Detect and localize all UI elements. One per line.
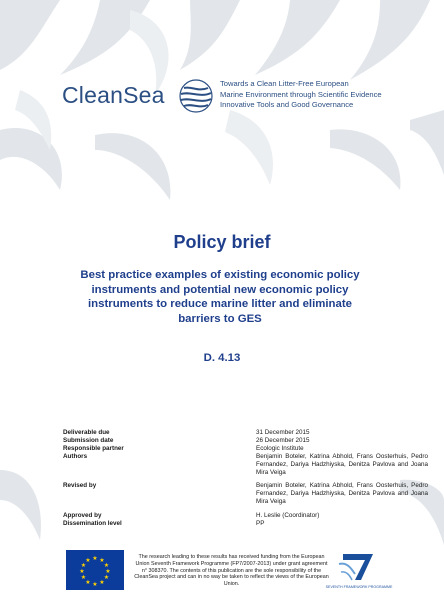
svg-text:★: ★ [105, 568, 111, 575]
funding-statement: The research leading to these results has received funding from the European Union Seventh Framework Programme (FP7/2007-2013) under grant agreement n° 308370. The contents of this publication are the sole responsibility of the CleanSea project and can in no way be taken to reflect the views of the European Union. [134, 554, 329, 588]
metadata-label: Revised by [63, 482, 97, 490]
metadata-label: Approved by [63, 512, 102, 520]
metadata-value: 31 December 2015 [256, 429, 310, 436]
title-line: instruments to reduce marine litter and eliminate [88, 298, 352, 311]
svg-text:★: ★ [92, 581, 98, 588]
metadata-value: Benjamin Boteler, Katrina Abhold, Frans Oosterhuis, Pedro Fernandez, Dariya Hadzhiyska, Denitza Pavlova and Joana Mira Veiga [256, 482, 428, 506]
fp7-logo-text: SEVENTH FRAMEWORK PROGRAMME [325, 585, 393, 589]
svg-text:★: ★ [85, 557, 91, 564]
svg-text:★: ★ [99, 557, 105, 564]
title-line: Best practice examples of existing economic policy [80, 269, 360, 281]
metadata-row [63, 437, 428, 445]
funding-footer [0, 548, 444, 607]
document-title [70, 268, 370, 326]
svg-text:★: ★ [79, 568, 85, 575]
metadata-value: 26 December 2015 [256, 436, 310, 444]
svg-text:★: ★ [92, 555, 98, 562]
logo-tagline [220, 79, 382, 111]
metadata-row [63, 482, 428, 506]
fp7-logo-icon [325, 550, 393, 594]
metadata-row [63, 520, 428, 528]
metadata-row [63, 445, 428, 453]
tagline-line: Marine Environment through Scientific Evidence [220, 89, 382, 99]
svg-text:★: ★ [80, 562, 87, 569]
metadata-value: H. Leslie (Coordinator) [256, 512, 320, 520]
metadata-label: Dissemination level [63, 520, 122, 528]
cleansea-logo [62, 78, 422, 118]
metadata-value: PP [256, 520, 265, 528]
metadata-label: Authors [63, 452, 88, 460]
metadata-label: Deliverable due [63, 429, 110, 436]
title-line: instruments and potential new economic policy [91, 283, 349, 296]
metadata-label: Submission date [63, 436, 114, 444]
eu-flag-icon [66, 550, 124, 590]
svg-text:★: ★ [80, 574, 87, 581]
metadata-table [63, 429, 428, 528]
logo-wordmark: CleanSea [62, 82, 165, 108]
title-line: barriers to GES [178, 312, 262, 325]
metadata-label: Responsible partner [63, 444, 124, 452]
document-type-heading: Policy brief [173, 232, 271, 252]
tagline-line: Towards a Clean Litter-Free European [220, 79, 349, 88]
metadata-value: Benjamin Boteler, Katrina Abhold, Frans Oosterhuis, Pedro Fernandez, Dariya Hadzhiyska, Denitza Pavlova and Joana Mira Veiga [256, 452, 428, 476]
svg-text:★: ★ [103, 574, 110, 581]
metadata-value: Ecologic Institute [256, 444, 304, 452]
metadata-row [63, 512, 428, 520]
metadata-row [63, 453, 428, 477]
svg-text:★: ★ [99, 579, 105, 586]
tagline-line: Innovative Tools and Good Governance [220, 100, 354, 110]
deliverable-number: D. 4.13 [203, 352, 241, 364]
svg-text:★: ★ [85, 579, 91, 586]
metadata-row [63, 429, 428, 437]
svg-text:★: ★ [103, 562, 110, 569]
wave-sphere-icon [178, 78, 214, 114]
